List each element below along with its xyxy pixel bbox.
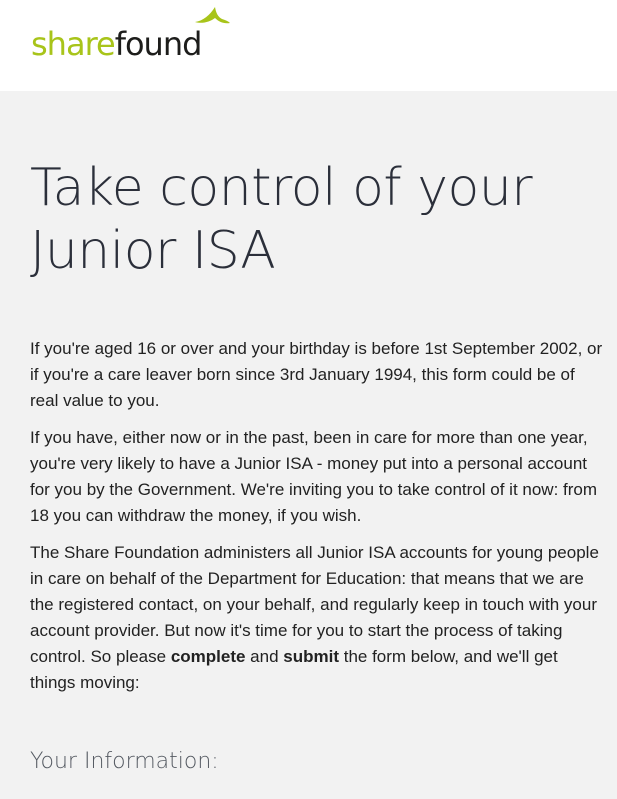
paragraph-3-text-b: and xyxy=(245,647,284,666)
page-title: Take control of your Junior ISA xyxy=(30,158,533,281)
intro-paragraph-1: If you're aged 16 or over and your birthday is before 1st September 2002, or if you're a care leaver born since 3rd January 1994, this form could be of real value to you. xyxy=(30,339,603,410)
logo-share-text: share xyxy=(31,25,115,63)
logo-wordmark xyxy=(31,24,201,64)
paragraph-3-text-c: the form below, and we'll get things moving: xyxy=(30,647,558,692)
logo-found-text: found xyxy=(114,25,202,63)
site-header xyxy=(0,0,617,91)
main-content xyxy=(0,91,617,799)
section-title-your-information: Your Information: xyxy=(30,749,219,774)
intro-text xyxy=(30,336,605,707)
intro-paragraph-2: If you have, either now or in the past, been in care for more than one year, you're very likely to have a Junior ISA - money put into a personal account for you by the Government. We're inviting you to take control of it now: from 18 you can withdraw the money, if you wish. xyxy=(30,428,598,525)
sharefound-logo[interactable] xyxy=(31,2,241,72)
submit-emphasis: submit xyxy=(283,647,339,666)
paragraph-3-text-a: The Share Foundation administers all Junior ISA accounts for young people in care on behalf of the Department for Education: that means that we are the registered contact, on your behalf, and regularly keep in touch with your account provider. But now it's time for you to start the process of taking control. So please xyxy=(30,543,599,666)
complete-emphasis: complete xyxy=(170,647,246,666)
intro-paragraph-3 xyxy=(30,540,605,696)
